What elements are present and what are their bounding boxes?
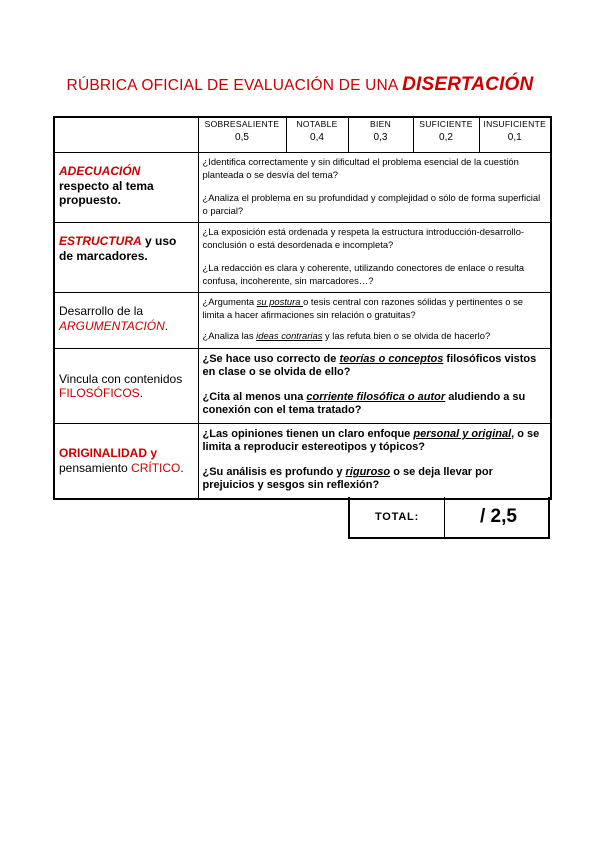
criterion-row-originalidad <box>54 424 551 499</box>
question-1: ¿Argumenta su postura o tesis central con razones sólidas y pertinentes o se limita a hacer afirmaciones sin relación o gratuitas? <box>202 296 524 320</box>
criterion-row-filosoficos <box>54 349 551 424</box>
question-1: ¿La exposición está ordenada y respeta la estructura introducción-desarrollo-conclusión o está desordenada e incompleta? <box>202 226 525 250</box>
criterion-questions <box>198 293 551 349</box>
criterion-label: ESTRUCTURA y uso de marcadores. <box>54 223 198 293</box>
question-2: ¿Analiza las ideas contrarias y las refuta bien o se olvida de hacerlo? <box>202 330 491 341</box>
title-emphasis: DISERTACIÓN <box>402 74 534 95</box>
criterion-questions <box>198 424 551 499</box>
criterion-row-adecuacion <box>54 153 551 223</box>
criterion-row-argumentacion <box>54 293 551 349</box>
level-suficiente: SUFICIENTE 0,2 <box>413 117 479 153</box>
criterion-label: ORIGINALIDAD y pensamiento CRÍTICO. <box>54 424 198 499</box>
header-empty-cell <box>54 117 198 153</box>
document-title <box>0 74 600 96</box>
header-row <box>54 117 551 153</box>
criterion-questions <box>198 349 551 424</box>
question-2: ¿Su análisis es profundo y riguroso o se deja llevar por prejuicios y sesgos sin reflexión? <box>202 466 493 491</box>
question-2: ¿La redacción es clara y coherente, utilizando conectores de enlace o resulta confusa, incoherente, sin marcadores…? <box>202 262 525 286</box>
question-1: ¿Identifica correctamente y sin dificultad el problema esencial de la cuestión planteada o se desvía del tema? <box>202 156 519 180</box>
criterion-questions <box>198 223 551 293</box>
total-box <box>348 497 550 539</box>
criterion-label: Vincula con contenidos FILOSÓFICOS. <box>54 349 198 424</box>
level-sobresaliente: SOBRESALIENTE 0,5 <box>198 117 286 153</box>
rubric-table <box>53 116 552 500</box>
question-1: ¿Las opiniones tienen un claro enfoque personal y original, o se limita a reproducir estereotipos y tópicos? <box>202 428 540 453</box>
level-notable: NOTABLE 0,4 <box>286 117 348 153</box>
question-2: ¿Analiza el problema en su profundidad y complejidad o sólo de forma superficial o parcial? <box>202 192 541 216</box>
question-2: ¿Cita al menos una corriente filosófica o autor aludiendo a su conexión con el tema tratado? <box>202 391 526 416</box>
total-label: TOTAL: <box>350 497 445 537</box>
criterion-row-estructura <box>54 223 551 293</box>
question-1: ¿Se hace uso correcto de teorías o conceptos filosóficos vistos en clase o se olvida de ello? <box>202 353 537 378</box>
total-value: / 2,5 <box>480 506 517 527</box>
criterion-label: Desarrollo de la ARGUMENTACIÓN. <box>54 293 198 349</box>
level-bien: BIEN 0,3 <box>348 117 413 153</box>
criterion-label: ADECUACIÓN respecto al tema propuesto. <box>54 153 198 223</box>
level-insuficiente: INSUFICIENTE 0,1 <box>479 117 551 153</box>
title-prefix: RÚBRICA OFICIAL DE EVALUACIÓN DE UNA <box>66 77 403 94</box>
criterion-questions <box>198 153 551 223</box>
